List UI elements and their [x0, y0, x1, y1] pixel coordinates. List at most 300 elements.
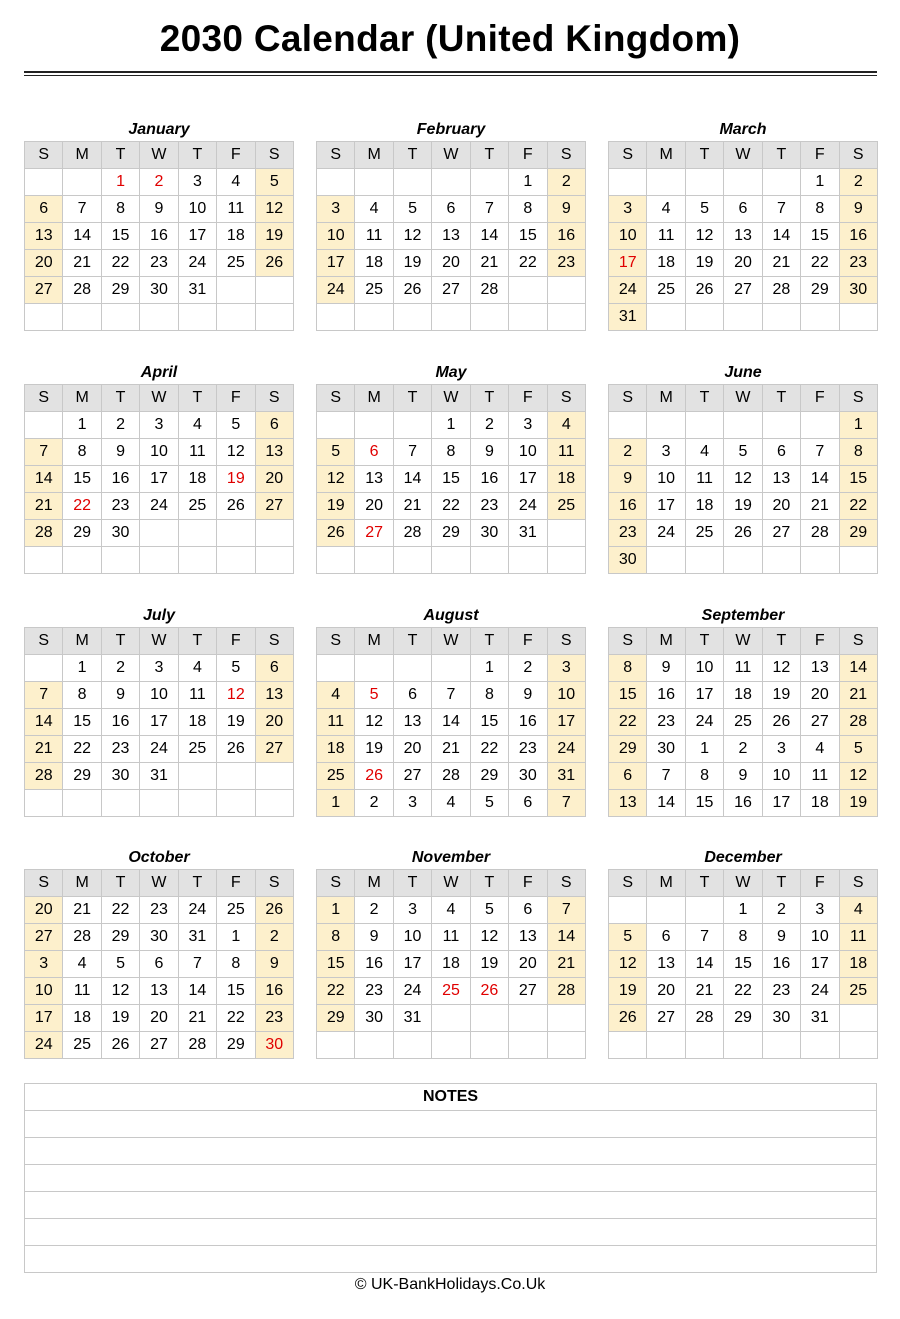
day-cell: 11 — [355, 223, 393, 250]
day-cell: 26 — [724, 520, 762, 547]
notes-line[interactable] — [25, 1111, 877, 1138]
weekday-header: W — [432, 870, 470, 897]
day-cell: 28 — [25, 520, 63, 547]
day-cell — [432, 547, 470, 574]
day-cell: 4 — [178, 412, 216, 439]
day-cell: 24 — [685, 709, 723, 736]
day-cell: 30 — [647, 736, 685, 763]
day-cell: 14 — [178, 978, 216, 1005]
month-table — [316, 869, 586, 1059]
day-cell — [509, 277, 547, 304]
day-cell: 14 — [25, 709, 63, 736]
week-row — [609, 736, 878, 763]
day-cell: 16 — [509, 709, 547, 736]
day-cell: 30 — [609, 547, 647, 574]
day-cell: 20 — [393, 736, 431, 763]
notes-line[interactable] — [25, 1246, 877, 1273]
day-cell: 25 — [547, 493, 585, 520]
notes-line[interactable] — [25, 1165, 877, 1192]
day-cell — [509, 304, 547, 331]
day-cell: 30 — [509, 763, 547, 790]
day-cell — [255, 277, 293, 304]
day-cell: 8 — [839, 439, 877, 466]
day-cell: 6 — [509, 897, 547, 924]
day-cell: 12 — [317, 466, 355, 493]
day-cell — [839, 1005, 877, 1032]
day-cell: 2 — [509, 655, 547, 682]
day-cell: 30 — [101, 520, 139, 547]
day-cell: 26 — [355, 763, 393, 790]
day-cell: 1 — [101, 169, 139, 196]
day-cell: 7 — [547, 897, 585, 924]
day-cell: 20 — [762, 493, 800, 520]
day-cell: 3 — [140, 655, 178, 682]
day-cell: 5 — [355, 682, 393, 709]
day-cell — [470, 169, 508, 196]
day-cell: 15 — [470, 709, 508, 736]
day-cell — [647, 897, 685, 924]
day-cell: 28 — [178, 1032, 216, 1059]
day-cell — [547, 520, 585, 547]
day-cell: 8 — [317, 924, 355, 951]
day-cell: 17 — [317, 250, 355, 277]
day-cell: 14 — [801, 466, 839, 493]
weekday-header: T — [685, 142, 723, 169]
day-cell: 9 — [647, 655, 685, 682]
day-cell: 16 — [101, 709, 139, 736]
day-cell — [609, 412, 647, 439]
day-cell: 28 — [547, 978, 585, 1005]
day-cell — [140, 520, 178, 547]
week-row — [609, 493, 878, 520]
week-row — [609, 412, 878, 439]
week-row — [317, 520, 586, 547]
day-cell: 4 — [63, 951, 101, 978]
day-cell: 11 — [317, 709, 355, 736]
day-cell — [432, 1032, 470, 1059]
day-cell — [25, 304, 63, 331]
day-cell: 4 — [178, 655, 216, 682]
notes-line[interactable] — [25, 1138, 877, 1165]
day-cell — [217, 790, 255, 817]
day-cell: 12 — [355, 709, 393, 736]
day-cell: 4 — [839, 897, 877, 924]
day-cell — [724, 412, 762, 439]
weekday-header: S — [25, 385, 63, 412]
month-february — [316, 117, 586, 331]
month-october — [24, 845, 294, 1059]
day-cell: 12 — [255, 196, 293, 223]
day-cell: 2 — [724, 736, 762, 763]
weekday-header: S — [255, 628, 293, 655]
day-cell — [762, 412, 800, 439]
day-cell: 12 — [217, 682, 255, 709]
day-cell: 27 — [25, 924, 63, 951]
week-row — [609, 196, 878, 223]
day-cell: 27 — [432, 277, 470, 304]
weekday-header-row — [609, 385, 878, 412]
day-cell: 28 — [63, 277, 101, 304]
week-row — [25, 763, 294, 790]
day-cell: 29 — [470, 763, 508, 790]
day-cell: 25 — [63, 1032, 101, 1059]
weekday-header: W — [140, 385, 178, 412]
day-cell: 7 — [685, 924, 723, 951]
day-cell — [509, 1032, 547, 1059]
day-cell: 15 — [63, 709, 101, 736]
day-cell: 6 — [647, 924, 685, 951]
day-cell: 19 — [839, 790, 877, 817]
day-cell: 19 — [393, 250, 431, 277]
month-name: July — [142, 607, 175, 624]
week-row — [317, 951, 586, 978]
weekday-header: S — [25, 870, 63, 897]
day-cell: 10 — [547, 682, 585, 709]
day-cell — [101, 790, 139, 817]
day-cell: 13 — [647, 951, 685, 978]
notes-line[interactable] — [25, 1192, 877, 1219]
weekday-header: S — [317, 385, 355, 412]
day-cell — [547, 547, 585, 574]
day-cell: 26 — [317, 520, 355, 547]
day-cell: 11 — [63, 978, 101, 1005]
weekday-header: T — [470, 385, 508, 412]
day-cell: 18 — [547, 466, 585, 493]
week-row — [25, 682, 294, 709]
day-cell: 25 — [839, 978, 877, 1005]
day-cell: 4 — [432, 790, 470, 817]
day-cell: 15 — [724, 951, 762, 978]
month-name: August — [423, 607, 479, 624]
day-cell — [801, 304, 839, 331]
day-cell: 16 — [839, 223, 877, 250]
month-november — [316, 845, 586, 1059]
day-cell — [801, 412, 839, 439]
day-cell: 3 — [647, 439, 685, 466]
week-row — [25, 250, 294, 277]
weekday-header: S — [25, 628, 63, 655]
day-cell: 17 — [685, 682, 723, 709]
day-cell: 18 — [178, 466, 216, 493]
weekday-header: S — [839, 142, 877, 169]
day-cell: 14 — [25, 466, 63, 493]
day-cell — [140, 547, 178, 574]
day-cell: 19 — [609, 978, 647, 1005]
day-cell: 13 — [609, 790, 647, 817]
day-cell — [547, 304, 585, 331]
weekday-header: T — [762, 385, 800, 412]
day-cell: 1 — [470, 655, 508, 682]
weekday-header: S — [839, 628, 877, 655]
week-row — [609, 1032, 878, 1059]
day-cell: 10 — [685, 655, 723, 682]
day-cell: 9 — [509, 682, 547, 709]
day-cell: 5 — [470, 790, 508, 817]
day-cell: 25 — [355, 277, 393, 304]
week-row — [25, 1032, 294, 1059]
day-cell: 13 — [255, 439, 293, 466]
weekday-header: S — [547, 385, 585, 412]
week-row — [25, 978, 294, 1005]
week-row — [25, 493, 294, 520]
day-cell: 4 — [317, 682, 355, 709]
month-table — [24, 141, 294, 331]
day-cell: 17 — [547, 709, 585, 736]
day-cell: 23 — [101, 493, 139, 520]
day-cell: 25 — [432, 978, 470, 1005]
day-cell: 11 — [724, 655, 762, 682]
month-table — [608, 141, 878, 331]
day-cell: 29 — [317, 1005, 355, 1032]
week-row — [317, 223, 586, 250]
day-cell — [509, 1005, 547, 1032]
day-cell — [839, 547, 877, 574]
day-cell: 23 — [355, 978, 393, 1005]
weekday-header: M — [647, 385, 685, 412]
day-cell: 20 — [140, 1005, 178, 1032]
day-cell: 13 — [355, 466, 393, 493]
day-cell: 19 — [724, 493, 762, 520]
day-cell: 10 — [647, 466, 685, 493]
day-cell: 13 — [393, 709, 431, 736]
day-cell: 2 — [762, 897, 800, 924]
day-cell: 27 — [762, 520, 800, 547]
day-cell: 31 — [509, 520, 547, 547]
day-cell: 29 — [724, 1005, 762, 1032]
day-cell: 26 — [762, 709, 800, 736]
day-cell — [724, 547, 762, 574]
day-cell: 1 — [509, 169, 547, 196]
day-cell: 9 — [101, 439, 139, 466]
day-cell: 12 — [839, 763, 877, 790]
day-cell — [255, 304, 293, 331]
day-cell: 23 — [647, 709, 685, 736]
day-cell: 8 — [685, 763, 723, 790]
day-cell — [647, 547, 685, 574]
day-cell: 10 — [317, 223, 355, 250]
day-cell: 29 — [63, 520, 101, 547]
day-cell — [647, 304, 685, 331]
day-cell: 21 — [470, 250, 508, 277]
day-cell: 19 — [762, 682, 800, 709]
weekday-header: T — [178, 385, 216, 412]
day-cell: 11 — [217, 196, 255, 223]
day-cell: 9 — [724, 763, 762, 790]
week-row — [609, 790, 878, 817]
day-cell: 5 — [609, 924, 647, 951]
day-cell: 13 — [801, 655, 839, 682]
notes-line[interactable] — [25, 1219, 877, 1246]
day-cell: 12 — [724, 466, 762, 493]
month-table — [608, 384, 878, 574]
week-row — [609, 897, 878, 924]
weekday-header: T — [393, 870, 431, 897]
day-cell: 26 — [101, 1032, 139, 1059]
day-cell: 27 — [647, 1005, 685, 1032]
day-cell — [217, 304, 255, 331]
day-cell: 5 — [724, 439, 762, 466]
weekday-header: T — [470, 628, 508, 655]
day-cell: 27 — [140, 1032, 178, 1059]
day-cell: 8 — [470, 682, 508, 709]
day-cell: 22 — [63, 493, 101, 520]
day-cell — [685, 1032, 723, 1059]
day-cell: 26 — [217, 493, 255, 520]
weekday-header-row — [317, 142, 586, 169]
weekday-header: T — [470, 870, 508, 897]
day-cell: 17 — [647, 493, 685, 520]
day-cell — [393, 655, 431, 682]
day-cell — [685, 897, 723, 924]
day-cell: 17 — [140, 709, 178, 736]
day-cell: 28 — [801, 520, 839, 547]
day-cell: 24 — [140, 493, 178, 520]
day-cell: 18 — [432, 951, 470, 978]
day-cell: 29 — [839, 520, 877, 547]
day-cell: 17 — [801, 951, 839, 978]
day-cell — [432, 655, 470, 682]
week-row — [25, 736, 294, 763]
week-row — [317, 709, 586, 736]
day-cell — [547, 1005, 585, 1032]
day-cell: 14 — [63, 223, 101, 250]
day-cell: 21 — [547, 951, 585, 978]
weekday-header: W — [432, 628, 470, 655]
day-cell: 15 — [839, 466, 877, 493]
week-row — [25, 709, 294, 736]
week-row — [317, 978, 586, 1005]
weekday-header: W — [724, 142, 762, 169]
day-cell: 25 — [317, 763, 355, 790]
day-cell: 13 — [140, 978, 178, 1005]
day-cell: 19 — [355, 736, 393, 763]
notes-box — [24, 1083, 877, 1273]
day-cell: 3 — [801, 897, 839, 924]
day-cell — [839, 304, 877, 331]
day-cell: 11 — [839, 924, 877, 951]
day-cell: 23 — [609, 520, 647, 547]
day-cell — [724, 169, 762, 196]
day-cell: 16 — [724, 790, 762, 817]
day-cell: 22 — [801, 250, 839, 277]
weekday-header: T — [685, 385, 723, 412]
month-name: February — [416, 121, 486, 138]
week-row — [609, 655, 878, 682]
day-cell: 26 — [217, 736, 255, 763]
day-cell — [470, 304, 508, 331]
day-cell — [393, 547, 431, 574]
day-cell: 27 — [25, 277, 63, 304]
day-cell: 16 — [470, 466, 508, 493]
day-cell — [470, 1005, 508, 1032]
day-cell: 17 — [509, 466, 547, 493]
day-cell: 8 — [432, 439, 470, 466]
weekday-header: F — [217, 142, 255, 169]
week-row — [25, 520, 294, 547]
day-cell: 29 — [432, 520, 470, 547]
day-cell: 30 — [255, 1032, 293, 1059]
weekday-header: T — [685, 870, 723, 897]
weekday-header: S — [547, 142, 585, 169]
day-cell: 2 — [839, 169, 877, 196]
day-cell — [685, 412, 723, 439]
day-cell: 1 — [801, 169, 839, 196]
weekday-header: W — [724, 385, 762, 412]
weekday-header-row — [25, 628, 294, 655]
day-cell: 23 — [470, 493, 508, 520]
day-cell: 29 — [101, 277, 139, 304]
day-cell: 6 — [255, 655, 293, 682]
day-cell — [178, 547, 216, 574]
day-cell — [178, 790, 216, 817]
month-table — [608, 869, 878, 1059]
weekday-header: W — [140, 870, 178, 897]
day-cell: 13 — [724, 223, 762, 250]
week-row — [317, 493, 586, 520]
day-cell: 27 — [509, 978, 547, 1005]
day-cell — [547, 1032, 585, 1059]
weekday-header: S — [317, 870, 355, 897]
day-cell: 11 — [432, 924, 470, 951]
day-cell: 18 — [839, 951, 877, 978]
day-cell: 27 — [393, 763, 431, 790]
day-cell: 21 — [178, 1005, 216, 1032]
day-cell: 31 — [178, 277, 216, 304]
day-cell: 25 — [217, 897, 255, 924]
day-cell: 28 — [839, 709, 877, 736]
day-cell: 22 — [724, 978, 762, 1005]
day-cell: 12 — [393, 223, 431, 250]
day-cell: 30 — [355, 1005, 393, 1032]
day-cell: 7 — [178, 951, 216, 978]
week-row — [25, 439, 294, 466]
day-cell: 22 — [432, 493, 470, 520]
day-cell — [63, 169, 101, 196]
day-cell: 11 — [178, 439, 216, 466]
week-row — [317, 277, 586, 304]
day-cell: 23 — [255, 1005, 293, 1032]
day-cell: 27 — [255, 493, 293, 520]
weekday-header: T — [685, 628, 723, 655]
day-cell: 10 — [25, 978, 63, 1005]
week-row — [609, 169, 878, 196]
month-table — [24, 384, 294, 574]
week-row — [317, 169, 586, 196]
day-cell: 30 — [839, 277, 877, 304]
weekday-header-row — [25, 870, 294, 897]
day-cell: 13 — [432, 223, 470, 250]
weekday-header: M — [355, 870, 393, 897]
day-cell: 30 — [101, 763, 139, 790]
day-cell: 1 — [317, 897, 355, 924]
weekday-header: W — [432, 385, 470, 412]
month-name: June — [724, 364, 762, 381]
day-cell — [101, 304, 139, 331]
day-cell — [762, 304, 800, 331]
weekday-header: M — [63, 142, 101, 169]
day-cell — [393, 1032, 431, 1059]
weekday-header: T — [101, 385, 139, 412]
day-cell — [178, 304, 216, 331]
weekday-header: M — [355, 142, 393, 169]
day-cell: 31 — [609, 304, 647, 331]
day-cell: 9 — [609, 466, 647, 493]
day-cell: 6 — [609, 763, 647, 790]
day-cell: 28 — [762, 277, 800, 304]
day-cell: 2 — [255, 924, 293, 951]
day-cell: 27 — [355, 520, 393, 547]
week-row — [25, 897, 294, 924]
